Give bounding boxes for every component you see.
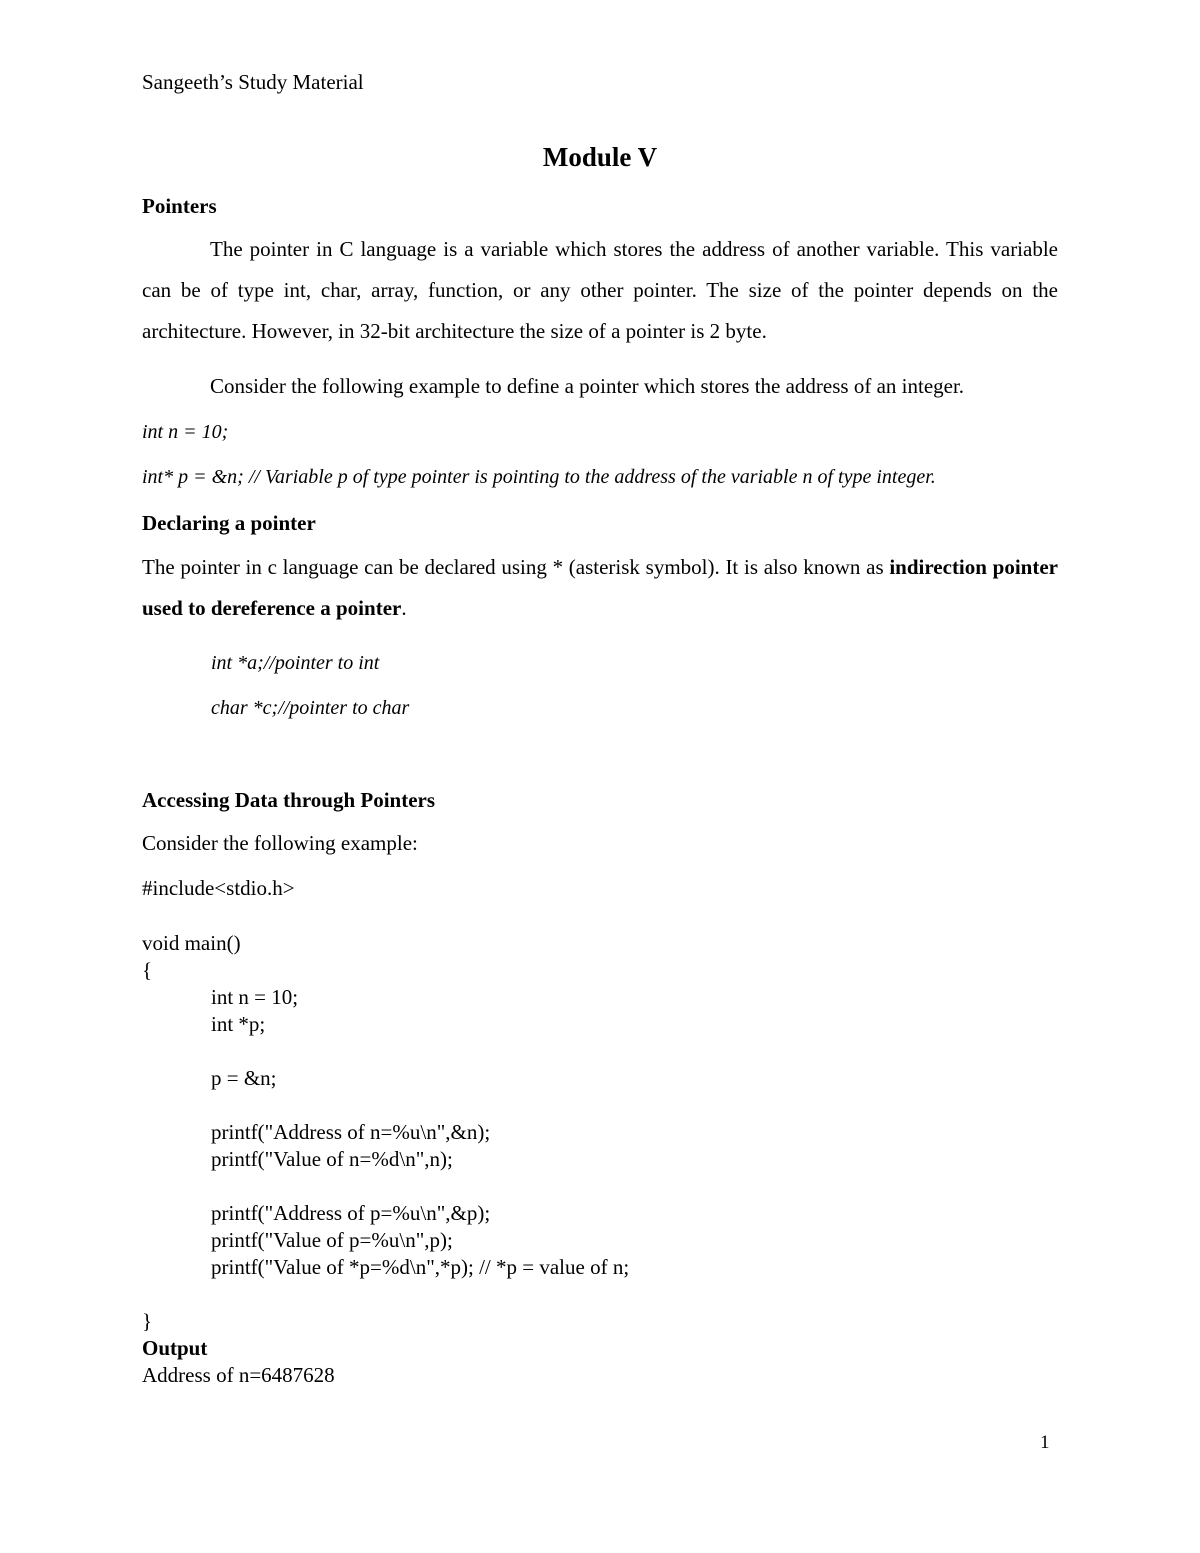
running-header: Sangeeth’s Study Material [142,70,364,94]
code-line: void main() [142,931,241,955]
code-line: #include<stdio.h> [142,876,295,900]
code-line: { [142,958,153,982]
code-line: printf("Address of p=%u\n",&p); [211,1201,491,1225]
declaring-text: The pointer in c language can be declared using * (asterisk symbol). It is also known as [142,555,890,579]
code-line: int* p = &n; // Variable p of type pointer is pointing to the address of the variable n of type integer. [142,466,936,488]
code-line: printf("Address of n=%u\n",&n); [211,1120,491,1144]
code-line: } [142,1309,153,1333]
declaring-bold-text: indirection pointer used to dereference a pointer [142,555,1058,620]
code-line: printf("Value of n=%d\n",n); [211,1147,453,1171]
code-line: printf("Value of *p=%d\n",*p); // *p = value of n; [211,1255,630,1279]
page-title: Module V [542,142,658,172]
code-line: int *p; [211,1012,266,1036]
output-heading: Output [142,1336,208,1360]
accessing-intro: Consider the following example: [142,831,418,855]
section-heading-pointers: Pointers [142,194,217,218]
declaring-paragraph [142,547,1058,629]
code-line: int n = 10; [142,421,229,443]
code-line: int *a;//pointer to int [211,652,380,674]
pointers-paragraph: The pointer in C language is a variable which stores the address of another variable. This variable can be of type int, char, array, function, or any other pointer. The size of the pointer depends on the architecture. However, in 32-bit architecture the size of a pointer is 2 byte. [142,237,1058,343]
declaring-text-end: . [401,596,407,620]
code-line: p = &n; [211,1066,277,1090]
section-heading-accessing: Accessing Data through Pointers [142,788,436,812]
code-line: printf("Value of p=%u\n",p); [211,1228,453,1252]
code-line: int n = 10; [211,985,299,1009]
pointers-example-intro: Consider the following example to define a pointer which stores the address of an integer. [210,374,965,398]
output-line: Address of n=6487628 [142,1363,335,1387]
section-heading-declaring: Declaring a pointer [142,511,316,535]
code-line: char *c;//pointer to char [211,697,410,719]
page-number: 1 [1040,1432,1050,1453]
